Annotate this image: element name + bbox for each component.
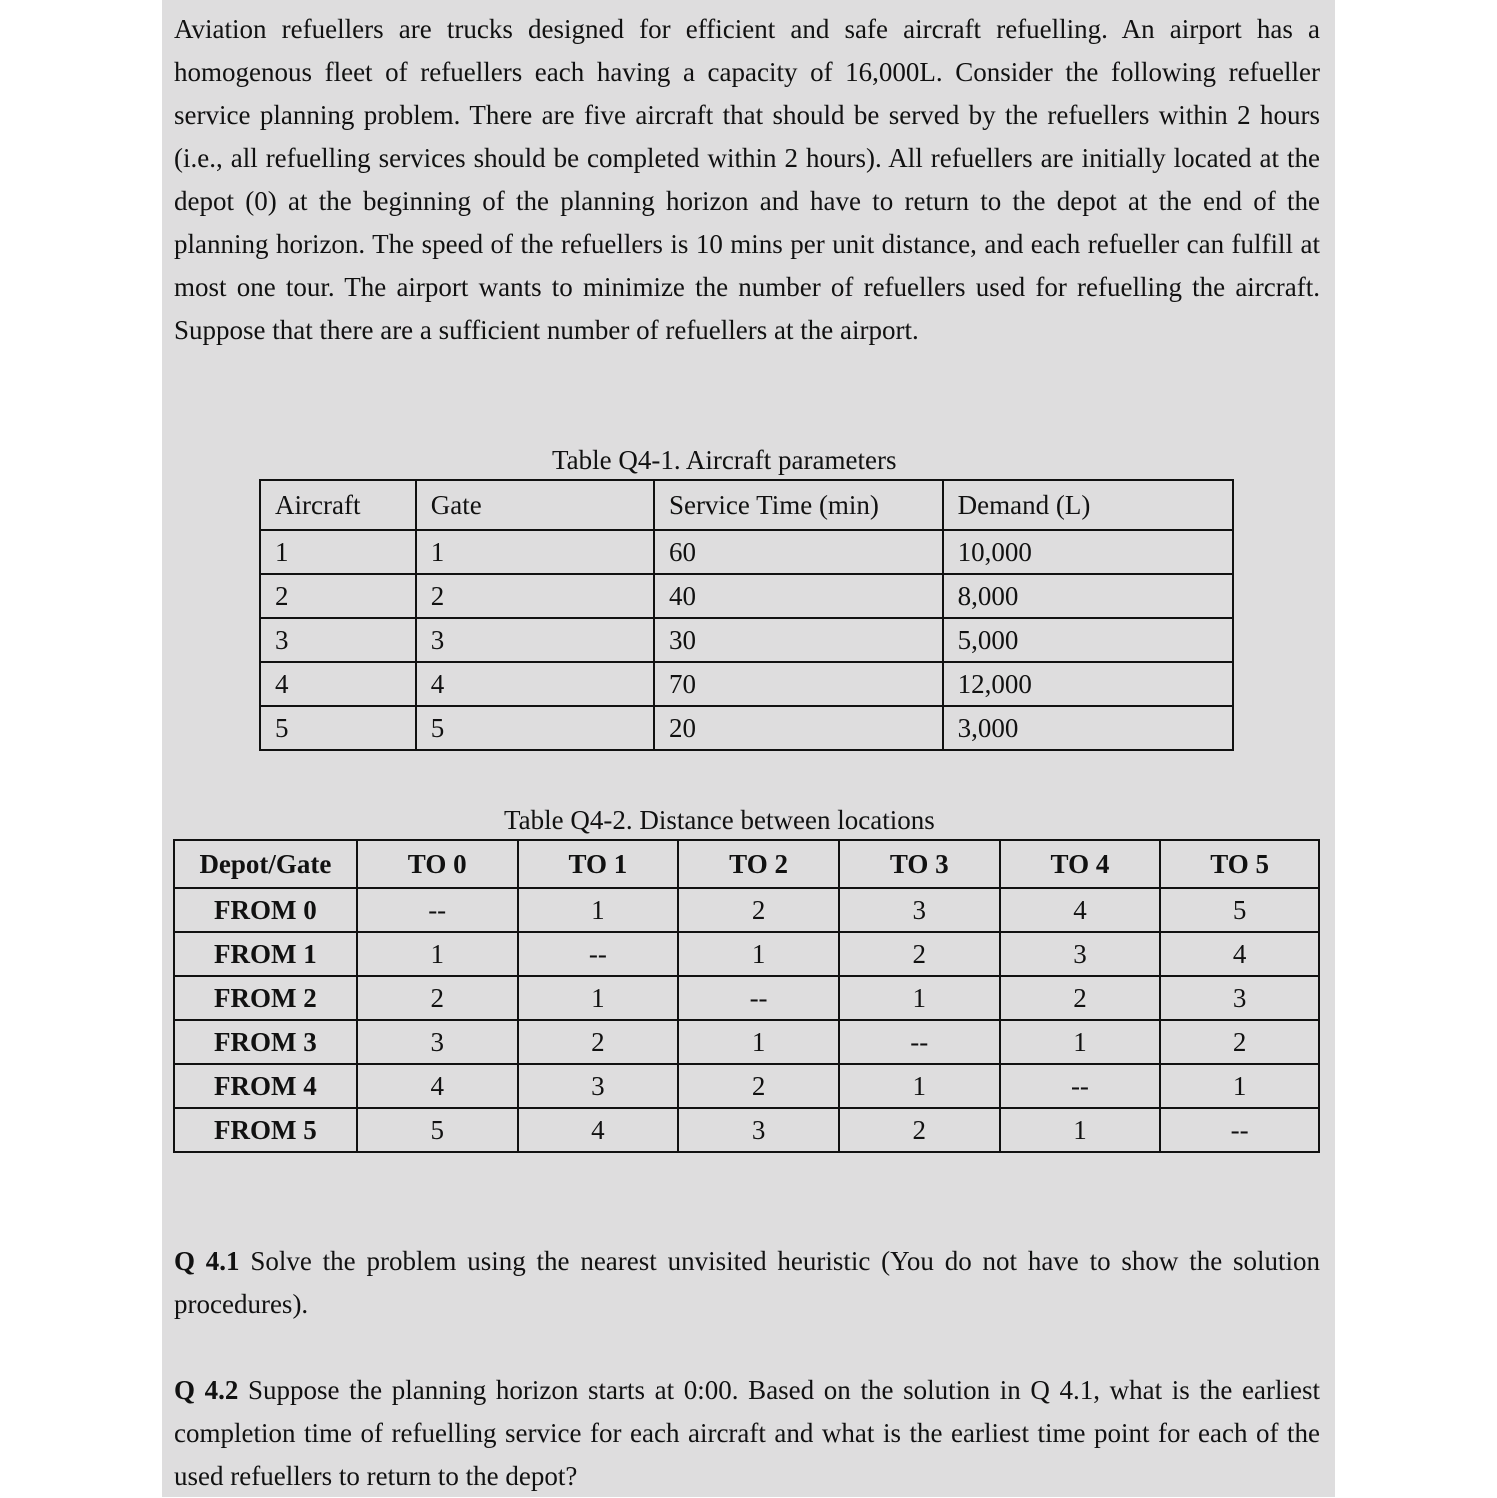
table-cell: 70	[654, 662, 943, 706]
table-cell: 2	[357, 976, 518, 1020]
header-to-0: TO 0	[357, 840, 518, 888]
table-cell: 2	[1000, 976, 1161, 1020]
table-cell: 1	[678, 932, 839, 976]
intro-paragraph: Aviation refuellers are trucks designed for efficient and safe aircraft refuelling. An airport has a homogenous fleet of refuellers each having a capacity of 16,000L. Consider the following refueller service planning problem. There are five aircraft that should be served by the refuellers within 2 hours (i.e., all refuelling services should be completed within 2 hours). All refuellers are initially located at the depot (0) at the beginning of the planning horizon and have to return to the depot at the end of the planning horizon. The speed of the refuellers is 10 mins per unit distance, and each refueller can fulfill at most one tour. The airport wants to minimize the number of refuellers used for refuelling the aircraft. Suppose that there are a sufficient number of refuellers at the airport.	[174, 14, 1320, 345]
table-cell: 4	[1160, 932, 1319, 976]
document-page	[162, 0, 1335, 1497]
table-cell: 2	[839, 932, 1000, 976]
question-4-2	[174, 1369, 1320, 1498]
table-cell: 1	[260, 530, 416, 574]
table-row	[174, 888, 1319, 932]
table-row	[174, 1064, 1319, 1108]
header-aircraft: Aircraft	[260, 480, 416, 530]
table-cell: 4	[518, 1108, 679, 1152]
table-cell: 3	[357, 1020, 518, 1064]
table-cell: 3	[1160, 976, 1319, 1020]
table-row	[174, 1108, 1319, 1152]
table-cell: --	[1160, 1108, 1319, 1152]
row-header: FROM 5	[174, 1108, 357, 1152]
table-cell: 1	[518, 976, 679, 1020]
row-header: FROM 4	[174, 1064, 357, 1108]
header-gate: Gate	[416, 480, 654, 530]
table-cell: 3	[839, 888, 1000, 932]
question-4-1-label: Q 4.1	[174, 1246, 240, 1276]
table-cell: 2	[678, 1064, 839, 1108]
row-header: FROM 1	[174, 932, 357, 976]
table-cell: 5	[260, 706, 416, 750]
question-4-1	[174, 1240, 1320, 1326]
table-row	[174, 1020, 1319, 1064]
row-header: FROM 3	[174, 1020, 357, 1064]
table-header-row	[260, 480, 1233, 530]
table-cell: 1	[1000, 1020, 1161, 1064]
table-row	[260, 618, 1233, 662]
table-row	[260, 706, 1233, 750]
table-cell: 1	[416, 530, 654, 574]
table-cell: --	[357, 888, 518, 932]
table-cell: 1	[678, 1020, 839, 1064]
row-header: FROM 2	[174, 976, 357, 1020]
table-cell: 2	[678, 888, 839, 932]
table-cell: 3	[260, 618, 416, 662]
header-to-3: TO 3	[839, 840, 1000, 888]
aircraft-parameters-table	[259, 479, 1234, 751]
table-cell: 20	[654, 706, 943, 750]
table-cell: 4	[357, 1064, 518, 1108]
table-cell: 2	[839, 1108, 1000, 1152]
table-cell: 1	[518, 888, 679, 932]
header-to-5: TO 5	[1160, 840, 1319, 888]
table-cell: 3	[678, 1108, 839, 1152]
question-4-2-label: Q 4.2	[174, 1375, 239, 1405]
table-cell: 40	[654, 574, 943, 618]
header-to-4: TO 4	[1000, 840, 1161, 888]
table-cell: 2	[260, 574, 416, 618]
table-row	[174, 932, 1319, 976]
table-cell: 3,000	[943, 706, 1233, 750]
table-q4-2-caption: Table Q4-2. Distance between locations	[504, 805, 935, 835]
header-demand: Demand (L)	[943, 480, 1233, 530]
table-row	[260, 662, 1233, 706]
table-row	[260, 530, 1233, 574]
header-to-2: TO 2	[678, 840, 839, 888]
table-cell: 4	[416, 662, 654, 706]
table-cell: 1	[1160, 1064, 1319, 1108]
table-cell: --	[678, 976, 839, 1020]
table-cell: 10,000	[943, 530, 1233, 574]
table-cell: 30	[654, 618, 943, 662]
table-cell: 8,000	[943, 574, 1233, 618]
table-cell: 1	[839, 976, 1000, 1020]
table-cell: --	[518, 932, 679, 976]
table-cell: 3	[1000, 932, 1161, 976]
table-cell: 4	[260, 662, 416, 706]
table-cell: --	[1000, 1064, 1161, 1108]
table-cell: 5	[1160, 888, 1319, 932]
table-cell: 3	[416, 618, 654, 662]
table-cell: 2	[518, 1020, 679, 1064]
table-header-row	[174, 840, 1319, 888]
table-cell: 1	[839, 1064, 1000, 1108]
table-cell: --	[839, 1020, 1000, 1064]
table-row	[260, 574, 1233, 618]
table-cell: 2	[416, 574, 654, 618]
table-row	[174, 976, 1319, 1020]
table-cell: 5,000	[943, 618, 1233, 662]
header-service-time: Service Time (min)	[654, 480, 943, 530]
table-q4-1-caption: Table Q4-1. Aircraft parameters	[552, 445, 897, 475]
table-cell: 12,000	[943, 662, 1233, 706]
question-4-1-text: Solve the problem using the nearest unvisited heuristic (You do not have to show the solution procedures).	[174, 1246, 1320, 1319]
table-cell: 3	[518, 1064, 679, 1108]
table-cell: 1	[1000, 1108, 1161, 1152]
table-cell: 5	[357, 1108, 518, 1152]
question-4-2-text: Suppose the planning horizon starts at 0:00. Based on the solution in Q 4.1, what is the earliest completion time of refuelling service for each aircraft and what is the earliest time point for each of the used refuellers to return to the depot?	[174, 1375, 1320, 1491]
table-cell: 60	[654, 530, 943, 574]
table-cell: 2	[1160, 1020, 1319, 1064]
table-cell: 5	[416, 706, 654, 750]
row-header: FROM 0	[174, 888, 357, 932]
distance-table	[173, 839, 1320, 1153]
header-to-1: TO 1	[518, 840, 679, 888]
table-cell: 4	[1000, 888, 1161, 932]
table-cell: 1	[357, 932, 518, 976]
header-depot-gate: Depot/Gate	[174, 840, 357, 888]
